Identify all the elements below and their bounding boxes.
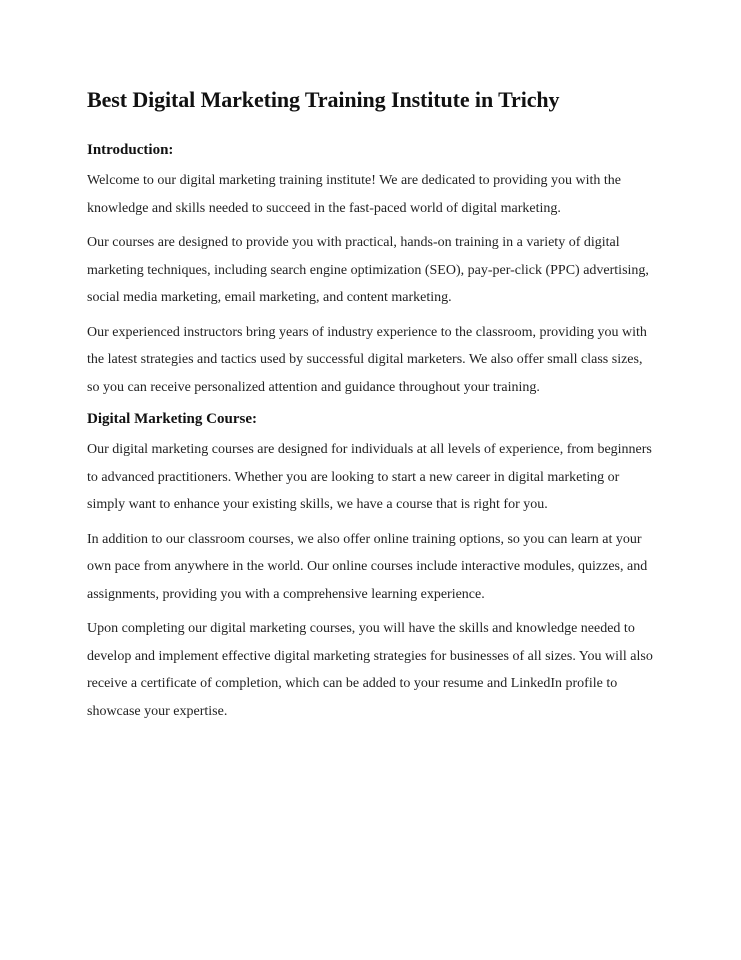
- paragraph: Upon completing our digital marketing courses, you will have the skills and knowledge needed to develop and implement effective digital marketing strategies for businesses of all sizes. You will also receive a certificate of completion, which can be added to your resume and LinkedIn profile to showcase your expertise.: [87, 621, 653, 719]
- section-digital-marketing-course: [87, 408, 657, 725]
- paragraph: In addition to our classroom courses, we also offer online training options, so you can learn at your own pace from anywhere in the world. Our online courses include interactive modules, quizzes, and assignments, providing you with a comprehensive learning experience.: [87, 531, 648, 602]
- paragraph: Our experienced instructors bring years of industry experience to the classroom, providing you with the latest strategies and tactics used by successful digital marketers. We also offer small class sizes, so you can receive personalized attention and guidance throughout your training.: [87, 324, 647, 395]
- document-title: Best Digital Marketing Training Institute in Trichy: [87, 87, 560, 112]
- paragraph: Welcome to our digital marketing training institute! We are dedicated to providing you with the knowledge and skills needed to succeed in the fast-paced world of digital marketing.: [87, 173, 622, 216]
- paragraph: Our courses are designed to provide you with practical, hands-on training in a variety of digital marketing techniques, including search engine optimization (SEO), pay-per-click (PPC) advertising, social media marketing, email marketing, and content marketing.: [87, 235, 649, 305]
- section-heading: Introduction:: [87, 142, 174, 158]
- section-heading: Digital Marketing Course:: [87, 411, 257, 427]
- section-introduction: [87, 139, 657, 401]
- paragraph: Our digital marketing courses are designed for individuals at all levels of experience, from beginners to advanced practitioners. Whether you are looking to start a new career in digital marketing or simply want to enhance your existing skills, we have a course that is right for you.: [87, 442, 652, 512]
- document-body: [87, 84, 657, 732]
